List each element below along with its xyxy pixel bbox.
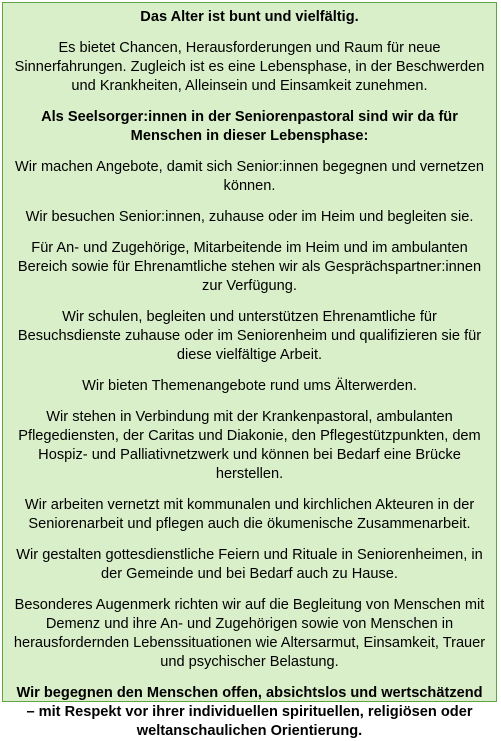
closing-statement: Wir begegnen den Menschen offen, absichtslos und wertschätzend – mit Respekt vor ihrer individuellen spirituellen, religiösen oder weltanschaulichen Orientierung. bbox=[16, 685, 483, 739]
paragraph-offers: Wir machen Angebote, damit sich Senior:innen begegnen und vernetzen können. bbox=[15, 159, 484, 194]
paragraph-dementia: Besonderes Augenmerk richten wir auf die Begleitung von Menschen mit Demenz und ihre An- und Zugehörigen sowie von Menschen in herausfordernden Lebenssituationen wie Altersarmut, Einsamkeit, Trauer und psychischer Belastung. bbox=[13, 597, 486, 670]
mission-statement: Als Seelsorger:innen in der Seniorenpastoral sind wir da für Menschen in dieser Lebensphase: bbox=[41, 109, 458, 144]
paragraph-services: Wir gestalten gottesdienstliche Feiern und Rituale in Seniorenheimen, in der Gemeinde und bei Bedarf auch zu Hause. bbox=[16, 547, 483, 582]
text-box bbox=[2, 2, 497, 739]
paragraph-visits: Wir besuchen Senior:innen, zuhause oder im Heim und begleiten sie. bbox=[25, 209, 474, 225]
paragraph-cooperation: Wir arbeiten vernetzt mit kommunalen und kirchlichen Akteuren in der Seniorenarbeit und pflegen auch die ökumenische Zusammenarbeit. bbox=[24, 497, 475, 532]
paragraph-contacts: Für An- und Zugehörige, Mitarbeitende im Heim und im ambulanten Bereich sowie für Ehrenamtliche stehen wir als Gesprächspartner:innen zur Verfügung. bbox=[17, 240, 482, 294]
paragraph-topics: Wir bieten Themenangebote rund ums Älterwerden. bbox=[82, 378, 417, 394]
heading: Das Alter ist bunt und vielfältig. bbox=[140, 9, 359, 25]
paragraph-network: Wir stehen in Verbindung mit der Krankenpastoral, ambulanten Pflegediensten, der Caritas und Diakonie, den Pflegestützpunkten, dem Hospiz- und Palliativnetzwerk und können bei Bedarf eine Brücke herstellen. bbox=[18, 409, 481, 482]
paragraph-volunteers: Wir schulen, begleiten und unterstützen Ehrenamtliche für Besuchsdienste zuhause oder im Seniorenheim und qualifizieren sie für diese vielfältige Arbeit. bbox=[17, 309, 482, 363]
intro-paragraph: Es bietet Chancen, Herausforderungen und Raum für neue Sinnerfahrungen. Zugleich ist es eine Lebensphase, in der Beschwerden und Krankheiten, Alleinsein und Einsamkeit zunehmen. bbox=[14, 40, 485, 94]
